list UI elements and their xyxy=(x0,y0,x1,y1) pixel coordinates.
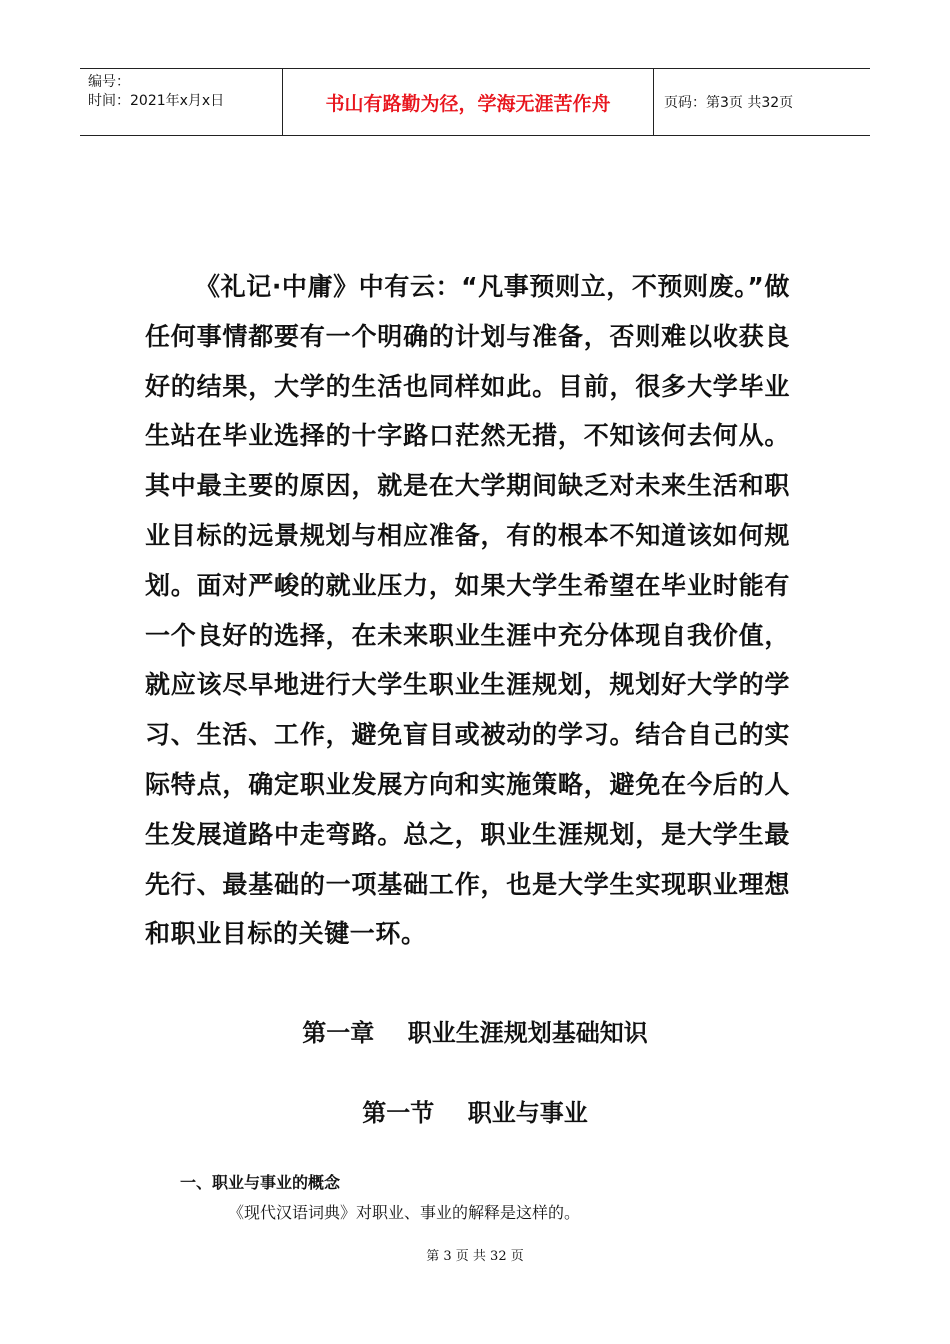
body-text: 《现代汉语词典》对职业、事业的解释是这样的。 xyxy=(228,1203,581,1222)
time-label: 时间：2021年x月x日 xyxy=(88,93,225,109)
subheading: 一、职业与事业的概念 xyxy=(180,1173,341,1192)
header-page-info: 页码：第3页 共32页 xyxy=(664,95,794,111)
intro-paragraph: 《礼记·中庸》中有云：“凡事预则立，不预则废。”做任何事情都要有一个明确的计划与准备，否则难以收获良好的结果，大学的生活也同样如此。目前，很多大学毕业生站在毕业选择的十字路口茫然无措，不知该何去何从。其中最主要的原因，就是在大学期间缺乏对未来生活和职业目标的远景规划与相应准备，有的根本不知道该如何规划。面对严峻的就业压力，如果大学生希望在毕业时能有一个良好的选择，在未来职业生涯中充分体现自我价值，就应该尽早地进行大学生职业生涯规划，规划好大学的学习、生活、工作，避免盲目或被动的学习。结合自己的实际特点，确定职业发展方向和实施策略，避免在今后的人生发展道路中走弯路。总之，职业生涯规划，是大学生最先行、最基础的一项基础工作，也是大学生实现职业理想和职业目标的关键一环。 xyxy=(145,272,790,949)
header-motto: 书山有路勤为径，学海无涯苦作舟 xyxy=(282,69,654,135)
page-footer: 第 3 页 共 32 页 xyxy=(426,1249,524,1264)
header-meta xyxy=(80,69,282,135)
chapter-title: 第一章 职业生涯规划基础知识 xyxy=(302,1019,648,1047)
page-header xyxy=(80,68,870,136)
section-title: 第一节 职业与事业 xyxy=(362,1099,588,1127)
number-label: 编号： xyxy=(88,74,130,90)
